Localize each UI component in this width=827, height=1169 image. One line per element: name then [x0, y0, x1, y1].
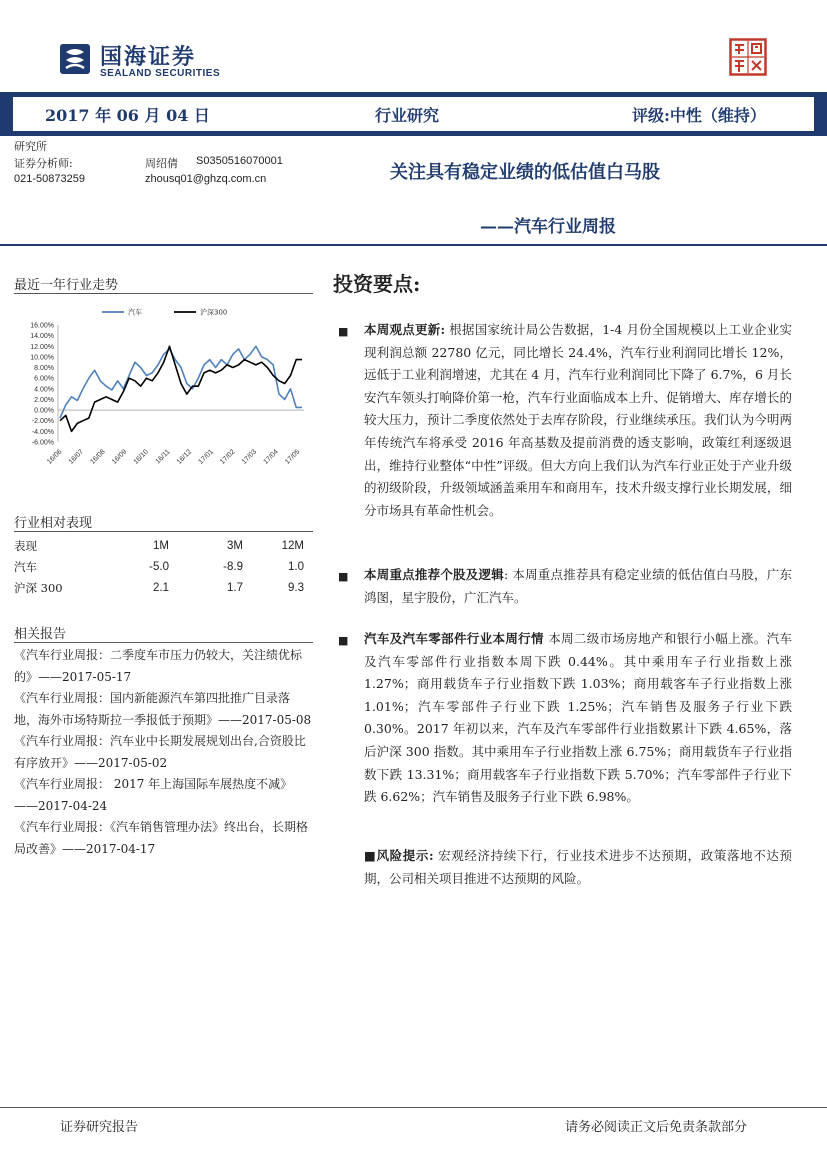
table-cell: -5.0 [149, 560, 169, 573]
recommendation-paragraph [364, 564, 792, 609]
related-report-item[interactable]: 《汽车行业周报：《汽车销售管理办法》终出台，长期格局改善》——2017-04-17 [14, 820, 309, 856]
performance-heading: 行业相对表现 [14, 516, 93, 531]
footer-disclaimer[interactable]: 请务必阅读正文后免责条款部分 [565, 1120, 748, 1135]
analyst-email[interactable]: zhousq01@ghzq.com.cn [145, 173, 267, 185]
x-tick-label: 16/11 [154, 448, 172, 466]
y-tick-label: -2.00% [31, 418, 54, 426]
table-header-cell: 表现 [14, 538, 37, 553]
x-tick-label: 17/01 [197, 448, 215, 466]
y-tick-label: 0.00% [34, 407, 54, 415]
logo-chinese: 国海证券 [100, 44, 197, 70]
logo-english: SEALAND SECURITIES [100, 68, 221, 79]
analyst-name: 周绍倩 [145, 157, 178, 170]
x-tick-label: 16/06 [46, 448, 64, 466]
related-report-item[interactable]: 《汽车行业周报：国内新能源汽车第四批推广目录落地，海外市场特斯拉一季报低于预期》——2017-05-08 [14, 691, 312, 727]
performance-heading-rule [14, 531, 313, 532]
trend-heading: 最近一年行业走势 [14, 278, 119, 293]
market-paragraph [364, 628, 792, 809]
y-tick-label: 6.00% [34, 375, 54, 383]
x-tick-label: 17/02 [219, 448, 237, 466]
legend-label: 汽车 [128, 308, 142, 317]
analyst-cert: S0350516070001 [196, 155, 283, 167]
footer-divider [0, 1107, 827, 1108]
y-tick-label: 14.00% [30, 333, 54, 341]
report-date: 2017 年 06 月 04 日 [45, 106, 210, 125]
report-type: 行业研究 [375, 106, 440, 125]
related-report-item[interactable]: 《汽车行业周报：汽车业中长期发展规划出台,合资股比有序放开》——2017-05-02 [14, 734, 306, 770]
x-tick-label: 17/05 [284, 448, 302, 466]
market-text: 本周二级市场房地产和银行小幅上涨。汽车及汽车零部件行业指数本周下跌 0.44%。其中乘用车子行业指数上涨 1.27%；商用载货车子行业指数下跌 1.03%；商用载客车子行业指数上涨 1.01%；汽车零部件子行业下跌 1.25%；汽车销售及服务子行业下跌 0.30%。2017 年初以来，汽车及汽车零部件行业指数累计下跌 4.65%，落后沪深 300 指数。其中乘用车子行业指数上涨 6.75%；商用载货车子行业指数下跌 13.31%；商用载客车子行业指数下跌 5.70%；汽车零部件子行业下跌 6.62%；汽车销售及服务子行业下跌 6.98%。 [364, 631, 792, 805]
table-cell: 沪深 300 [14, 580, 63, 595]
footer-left-text: 证券研究报告 [60, 1120, 139, 1135]
table-cell: 汽车 [14, 559, 37, 574]
investment-highlights-heading: 投资要点: [333, 272, 421, 296]
x-tick-label: 17/03 [240, 448, 259, 466]
table-cell: 1.0 [288, 560, 304, 573]
rating: 评级:中性（维持） [632, 106, 766, 125]
header-divider [0, 244, 827, 246]
x-tick-label: 16/08 [89, 448, 107, 466]
table-header-cell: 12M [281, 539, 304, 552]
bullet-icon: ■ [338, 634, 349, 647]
dept: 研究所 [14, 140, 47, 153]
x-tick-label: 17/04 [262, 448, 280, 466]
y-tick-label: -4.00% [31, 428, 54, 436]
table-cell: 2.1 [153, 581, 169, 594]
risk-text: 宏观经济持续下行，行业技术进步不达预期，政策落地不达预期，公司相关项目推进不达预期的风险。 [364, 848, 792, 886]
table-cell: 1.7 [227, 581, 243, 594]
y-tick-label: 16.00% [30, 322, 54, 330]
recommendation-text: : 本周重点推荐具有稳定业绩的低估值白马股，广东鸿图，星宇股份，广汇汽车。 [364, 567, 792, 605]
x-tick-label: 16/09 [110, 448, 129, 466]
bullet-icon: ■ [338, 570, 349, 583]
risk-label: ■风险提示: [364, 848, 434, 863]
legend-label: 沪深300 [200, 308, 228, 317]
table-row [14, 577, 304, 598]
sealand-logo-icon [58, 42, 92, 76]
table-header-cell: 1M [153, 539, 169, 552]
risk-paragraph [364, 845, 792, 890]
x-tick-label: 16/10 [132, 448, 150, 466]
weekly-view-paragraph [364, 319, 792, 522]
related-heading-rule [14, 642, 313, 643]
related-heading: 相关报告 [14, 627, 67, 642]
report-subtitle: ——汽车行业周报 [480, 217, 616, 237]
y-tick-label: -6.00% [31, 439, 54, 447]
table-cell: 9.3 [288, 581, 304, 594]
y-tick-label: 2.00% [34, 396, 54, 404]
y-tick-label: 8.00% [34, 365, 54, 373]
y-tick-label: 10.00% [30, 354, 54, 362]
trend-heading-rule [14, 293, 313, 294]
analyst-role: 证券分析师: [14, 157, 73, 170]
related-report-item[interactable]: 《汽车行业周报： 2017 年上海国际车展热度不减》——2017-04-24 [14, 777, 293, 813]
table-header-cell: 3M [227, 539, 243, 552]
table-cell: -8.9 [223, 560, 243, 573]
weekly-view-text: 根据国家统计局公告数据，1-4 月份全国规模以上工业企业实现利润总额 22780 亿元，同比增长 24.4%，汽车行业利润同比增长 12%，远低于工业利润增速，尤其在 4 月，汽车行业利润同比下降了 6.7%，6 月长安汽车领头打响降价第一枪，汽车行业面临成本上升、促销增大、库存增长的较大压力，预计二季度依然处于去库存阶段，行业继续承压。我们认为今明两年传统汽车将承受 2016 年高基数及提前消费的透支影响，政策红利逐级退出，维持行业整体“中性”评级。但大方向上我们认为汽车行业正处于产业升级的初级阶段，升级领域涵盖乘用车和商用车，技术升级支撑行业长期发展，细分市场具有革命性机会。 [364, 322, 792, 518]
y-tick-label: 12.00% [30, 343, 54, 351]
y-tick-label: 4.00% [34, 386, 54, 394]
report-title: 关注具有稳定业绩的低估值白马股 [390, 162, 660, 183]
recommendation-label: 本周重点推荐个股及逻辑 [364, 567, 504, 582]
x-tick-label: 16/07 [67, 448, 86, 466]
industry-trend-chart [14, 304, 312, 466]
performance-table [14, 535, 304, 598]
weekly-view-label: 本周观点更新: [364, 322, 446, 337]
research-seal-icon [729, 38, 767, 76]
x-tick-label: 16/12 [175, 448, 194, 466]
related-report-item[interactable]: 《汽车行业周报：二季度车市压力仍较大，关注绩优标的》——2017-05-17 [14, 648, 303, 684]
related-reports-list [14, 645, 312, 860]
analyst-phone: 021-50873259 [14, 173, 85, 185]
table-row [14, 556, 304, 577]
table-header-row [14, 535, 304, 556]
market-label: 汽车及汽车零部件行业本周行情 [364, 631, 544, 646]
bullet-icon: ■ [338, 325, 349, 338]
